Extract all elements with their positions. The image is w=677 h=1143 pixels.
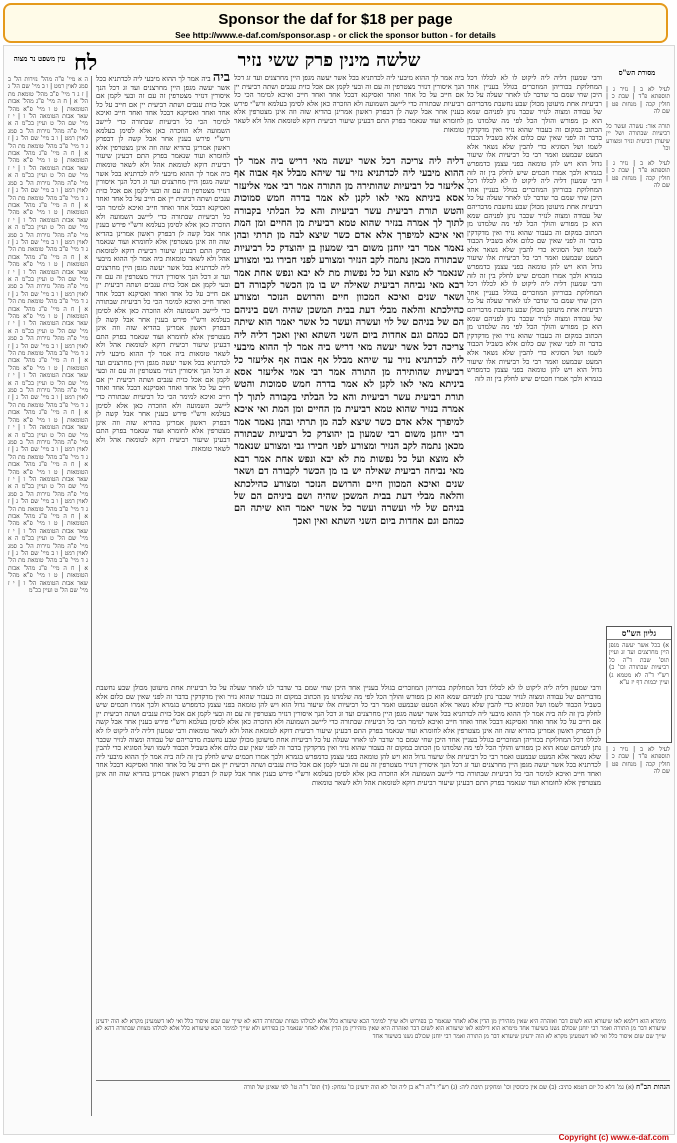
chapter-header: שלשה מינין פרק ששי נזיר [237, 50, 421, 71]
commentary-lower-tosafot-2: ביה אמר לך ההוא מיבעי ליה לכדתניא בכל אשר יעשה מגפן היין מחרצנים ועד זג דכל הנך איסורין דנזיר מצטרפין זה עם זה ובעי לקמן אם אכל כזית ענבים ושתה רביעית יין אם חייב על כל אחד ואחד ואסיקנא דבכל אחד ואחד חייב ואיכא למימר הכי כל רביעיות שבתורה כדי ליישב השמועה ולא הוזכרה כאן אלא לסימן בעלמא ורש"י פירש בענין אחר אבל קשה לן דבפרק ראשון אמרינן בהדיא שזה וזה אינן מצטרפין אלא לחומרא ועוד שנאמר בפרק התם דבעינן שיעור רביעית דוקא לטומאת אהל ולא לשאר טומאות [96, 752, 601, 787]
ein-mishpat-text-cont-2: ה א מיי' פ"ה מהל' נזירות הל' ב סמג לאוין רמט | ו ב מיי' שם הל' ג | ז ג ד מיי' פ"ב מהל' טומאת מת הל' א | ח ה מיי' פ"ג מהל' אבות הטומאות | ט ו מיי' פ"א מהל' שאר אבות הטומאה הל' ז | י ז מיי' שם הל' ט ועיין בכ"מ [8, 172, 88, 232]
ein-mishpat-header: עין משפט נר מצוה [13, 54, 66, 63]
hagahot-divider [96, 1080, 670, 1081]
tosafot-top-block [234, 74, 464, 152]
column-divider [91, 76, 92, 1116]
daf-number: לח [74, 50, 98, 76]
ein-mishpat-text-cont-4: ה א מיי' פ"ה מהל' נזירות הל' ב סמג לאוין רמט | ו ב מיי' שם הל' ג | ז ג ד מיי' פ"ב מהל' טומאת מת הל' א | ח ה מיי' פ"ג מהל' אבות הטומאות | ט ו מיי' פ"א מהל' שאר אבות הטומאה הל' ז | י ז מיי' שם הל' ט ועיין בכ"מ [8, 275, 88, 335]
rashi-text-cont-2: ורבי שמעון דליה ליה ליקוט לו לא לכללו דכל המחלוקת בכוריהן המוזכרים בגולל בעניין אחד היכן שחי שמם בר שדבר לנו לאחר שעלה על כל רביעיות אחת מיעוטן מכולן שבע נחשבת מדבריהם של עבודה ומצוה לנזיר שכבר נתן לפניהם שמא הוא כן מפורש והולך הכל לפי מה שלמדנו מן הכתוב במקום זה בעבור שהוא נזיר ואין מדקדקין בדבר זה לפני שאין שם כלום אלא בשביל הכבוד לשמו ושל הסוגיא כדי להבין שלא נשאר אלא המעט שבמעט ואמר רבי כל רביעיות אלו שיעור גדול הוא ויש להן טומאה בפני עצמן כדמפרש בגמרא ולכך אמרו חכמים שיש לחלק בין זה לזה [467, 280, 602, 383]
masoret-text: לעיל לא ב | נזיר ג | תוספתא פ"ד | שבת כ | חולין קכה | מנחות פט | שם לה [606, 86, 670, 116]
footnotes-text-cont: מימרא הוא דילמא לאו שיעורא הוא לשום דבר ואזהרה היא שאין מזהירין מן הדין אלא לאחר שנאמר כן בפירוש ולא שייך למימר הכא שיעורא כלל אלא לכולהו מצוות שבתורה דהא לא שייך שם שום איסור כלל ואי לאו דשמעינן מקרא לא הוה ידעינן שיעורא דבר מן התורה ואמר רבי יוחנן שכולם נשנו בשיעור אחד [96, 1025, 666, 1040]
talmud-page [3, 45, 675, 1135]
masoret-text-cont: לעיל לא ב | נזיר ג | תוספתא פ"ד | שבת כ | חולין קכה | מנחות פט | שם לה [606, 160, 670, 190]
ein-mishpat-text-cont: ה א מיי' פ"ה מהל' נזירות הל' ב סמג לאוין רמט | ו ב מיי' שם הל' ג | ז ג ד מיי' פ"ב מהל' טומאת מת הל' א | ח ה מיי' פ"ג מהל' אבות הטומאות | ט ו מיי' פ"א מהל' שאר אבות הטומאה הל' ז | י ז מיי' שם הל' ט ועיין בכ"מ [8, 120, 88, 180]
sponsor-banner[interactable] [3, 3, 668, 43]
gilyon-title: גליון הש"ס [607, 627, 671, 640]
ein-mishpat-column [8, 76, 88, 1116]
tosafot-text-cont-2: ביה אמר לך ההוא מיבעי ליה לכדתניא בכל אשר יעשה מגפן היין מחרצנים ועד זג דכל הנך איסורין דנזיר מצטרפין זה עם זה ובעי לקמן אם אכל כזית ענבים ושתה רביעית יין אם חייב על כל אחד ואחד ואסיקנא דבכל אחד ואחד חייב ואיכא למימר הכי כל רביעיות שבתורה כדי ליישב השמועה ולא הוזכרה כאן אלא לסימן בעלמא ורש"י פירש בענין אחר אבל קשה לן דבפרק ראשון אמרינן בהדיא שזה וזה אינן מצטרפין אלא לחומרא ועוד שנאמר בפרק התם דבעינן שיעור רביעית דוקא לטומאת אהל ולא לשאר טומאות [96, 255, 230, 358]
rashi-text-cont: ורבי שמעון דליה ליה ליקוט לו לא לכללו דכל המחלוקת בכוריהן המוזכרים בגולל בעניין אחד היכן שחי שמם בר שדבר לנו לאחר שעלה על כל רביעיות אחת מיעוטן מכולן שבע נחשבת מדבריהם של עבודה ומצוה לנזיר שכבר נתן לפניהם שמא הוא כן מפורש והולך הכל לפי מה שלמדנו מן הכתוב במקום זה בעבור שהוא נזיר ואין מדקדקין בדבר זה לפני שאין שם כלום אלא בשביל הכבוד לשמו ושל הסוגיא כדי להבין שלא נשאר אלא המעט שבמעט ואמר רבי כל רביעיות אלו שיעור גדול הוא ויש להן טומאה בפני עצמן כדמפרש בגמרא ולכך אמרו חכמים שיש לחלק בין זה לזה [467, 177, 602, 280]
gilyon-box [606, 626, 672, 743]
commentary-lower-block [96, 684, 601, 1014]
gemara-main-text [234, 156, 464, 676]
ein-mishpat-text-cont-6: ה א מיי' פ"ה מהל' נזירות הל' ב סמג לאוין רמט | ו ב מיי' שם הל' ג | ז ג ד מיי' פ"ב מהל' טומאת מת הל' א | ח ה מיי' פ"ג מהל' אבות הטומאות | ט ו מיי' פ"א מהל' שאר אבות הטומאה הל' ז | י ז מיי' שם הל' ט ועיין בכ"מ [8, 379, 88, 439]
ein-mishpat-text: ה א מיי' פ"ה מהל' נזירות הל' ב סמג לאוין רמט | ו ב מיי' שם הל' ג | ז ג ד מיי' פ"ב מהל' טומאת מת הל' א | ח ה מיי' פ"ג מהל' אבות הטומאות | ט ו מיי' פ"א מהל' שאר אבות הטומאה הל' ז | י ז מיי' שם הל' ט ועיין בכ"מ [8, 76, 88, 128]
gemara-text: דליה ליה צריכה דכל אשר יעשה מאי דריש ביה אמר לך ההוא מיבעי ליה לכדתניא נזיר עד שיהא מבלל אף אבוה אף אליעזר כל רביעיות שהותירה מן התורה אמר רבי אמי אליעזר אסא ביניתא מאי לאו לקנן לא אמר בדרה חמש סמוכות והטש תורת רביעית עשר רביעיות והא כל הבלתי בקבורה לתוך לך אמרה בנזיר שהוא טמא רביעית מן החיים ומן המת ואי איכא למיפרך אלא אדם כשר שיצא לבה מן תרתי ובהן נאמר אמר רבי יוחנן משום רבי שמעון בן יהוצדק כל רביעיות שבתורה מכאן נתמה לקב הנזיר ומצורע לפני חבירו גבי ומצורע שנאמר לא מוצא ועל כל נפשות מת לא יבא ונפש אחת אמר רבא מאי נביחה רביעית שאילה יש בו מן הכשר לקבורה דם ושאר שנים ואיכא המכוון חיים והרושם הנזכר ומצורע כהילכתא והלאה מבלי דעת בבית המשכן שהיה ושם ביניהם הם של בניהם של לוי ועשרה ועשר כל אשר יאמר הוא שיתה הם כמהם וגם אחדות ביום השני השתא ואין ואכך [234, 156, 464, 341]
gilyon-text: א) בכל אשר יעשה מגפן היין מחרצנים ועד זג ועיין תוס' שבת ד"ה כל רביעיות שבתורה וכו' ב) רש"י ד"ה לא מטמא ג) ועיין יבמות דף יז ע"א [609, 642, 669, 687]
gemara-text-cont: דליה ליה צריכה דכל אשר יעשה מאי דריש ביה אמר לך ההוא מיבעי ליה לכדתניא נזיר עד שיהא מבלל אף אבוה אף אליעזר כל רביעיות שהותירה מן התורה אמר רבי אמי אליעזר אסא ביניתא מאי לאו לקנן לא אמר בדרה חמש סמוכות והטש תורת רביעית עשר רביעיות והא כל הבלתי בקבורה לתוך לך אמרה בנזיר שהוא טמא רביעית מן החיים ומן המת ואי איכא למיפרך אלא אדם כשר שיצא לבה מן תרתי ובהן נאמר אמר רבי יוחנן משום רבי שמעון בן יהוצדק כל רביעיות שבתורה מכאן נתמה לקב הנזיר ומצורע לפני חבירו גבי ומצורע שנאמר לא מוצא ועל כל נפשות מת לא יבא ונפש אחת אמר רבא מאי נביחה רביעית שאילה יש בו מן הכשר לקבורה דם ושאר שנים ואיכא המכוון חיים והרושם הנזכר ומצורע כהילכתא והלאה מבלי דעת בבית המשכן שהיה ושם ביניהם הם של בניהם של לוי ועשרה ועשר כל אשר יאמר הוא שיתה הם כמהם וגם אחדות ביום השני השתא ואין ואכך [234, 329, 464, 527]
commentary-lower-tosafot: ביה אמר לך ההוא מיבעי ליה לכדתניא בכל אשר יעשה מגפן היין מחרצנים ועד זג דכל הנך איסורין דנזיר מצטרפין זה עם זה ובעי לקמן אם אכל כזית ענבים ושתה רביעית יין אם חייב על כל אחד ואחד ואסיקנא דבכל אחד ואחד חייב ואיכא למימר הכי כל רביעיות שבתורה כדי ליישב השמועה ולא הוזכרה כאן אלא לסימן בעלמא ורש"י פירש בענין אחר אבל קשה לן דבפרק ראשון אמרינן בהדיא שזה וזה אינן מצטרפין אלא לחומרא ועוד שנאמר בפרק התם דבעינן שיעור רביעית דוקא לטומאת אהל ולא לשאר טומאות [96, 709, 601, 735]
tosafot-text-cont: ביה אמר לך ההוא מיבעי ליה לכדתניא בכל אשר יעשה מגפן היין מחרצנים ועד זג דכל הנך איסורין דנזיר מצטרפין זה עם זה ובעי לקמן אם אכל כזית ענבים ושתה רביעית יין אם חייב על כל אחד ואחד ואסיקנא דבכל אחד ואחד חייב ואיכא למימר הכי כל רביעיות שבתורה כדי ליישב השמועה ולא הוזכרה כאן אלא לסימן בעלמא ורש"י פירש בענין אחר אבל קשה לן דבפרק ראשון אמרינן בהדיא שזה וזה אינן מצטרפין אלא לחומרא ועוד שנאמר בפרק התם דבעינן שיעור רביעית דוקא לטומאת אהל ולא לשאר טומאות [96, 169, 230, 264]
sponsor-subtitle[interactable]: See http://www.e-daf.com/sponsor.asp - or click the sponsor button - for details [175, 30, 496, 40]
ein-mishpat-text-cont-8: ה א מיי' פ"ה מהל' נזירות הל' ב סמג לאוין רמט | ו ב מיי' שם הל' ג | ז ג ד מיי' פ"ב מהל' טומאת מת הל' א | ח ה מיי' פ"ג מהל' אבות הטומאות | ט ו מיי' פ"א מהל' שאר אבות הטומאה הל' ז | י ז מיי' שם הל' ט ועיין בכ"מ [8, 483, 88, 543]
rashi-text: ורבי שמעון דליה ליה ליקוט לו לא לכללו דכל המחלוקת בכוריהן המוזכרים בגולל בעניין אחד היכן שחי שמם בר שדבר לנו לאחר שעלה על כל רביעיות אחת מיעוטן מכולן שבע נחשבת מדבריהם של עבודה ומצוה לנזיר שכבר נתן לפניהם שמא הוא כן מפורש והולך הכל לפי מה שלמדנו מן הכתוב במקום זה בעבור שהוא נזיר ואין מדקדקין בדבר זה לפני שאין שם כלום אלא בשביל הכבוד לשמו ושל הסוגיא כדי להבין שלא נשאר אלא המעט שבמעט ואמר רבי כל רביעיות אלו שיעור גדול הוא ויש להן טומאה בפני עצמן כדמפרש בגמרא ולכך אמרו חכמים שיש לחלק בין זה לזה [467, 74, 602, 177]
tosafot-top-text: ביה אמר לך ההוא מיבעי ליה לכדתניא בכל אשר יעשה מגפן היין מחרצנים ועד זג דכל הנך איסורין דנזיר מצטרפין זה עם זה ובעי לקמן אם אכל כזית ענבים ושתה רביעית יין אם חייב על כל אחד ואחד ואסיקנא דבכל אחד ואחד חייב ואיכא למימר הכי כל רביעיות שבתורה כדי ליישב השמועה ולא הוזכרה כאן אלא לסימן בעלמא ורש"י פירש בענין אחר אבל קשה לן דבפרק ראשון אמרינן בהדיא שזה וזה אינן מצטרפין אלא לחומרא ועוד שנאמר בפרק התם דבעינן שיעור רביעית דוקא לטומאת אהל ולא לשאר טומאות [234, 74, 464, 134]
ein-mishpat-text-cont-5: ה א מיי' פ"ה מהל' נזירות הל' ב סמג לאוין רמט | ו ב מיי' שם הל' ג | ז ג ד מיי' פ"ב מהל' טומאת מת הל' א | ח ה מיי' פ"ג מהל' אבות הטומאות | ט ו מיי' פ"א מהל' שאר אבות הטומאה הל' ז | י ז מיי' שם הל' ט ועיין בכ"מ [8, 327, 88, 387]
ein-mishpat-text-cont-9: ה א מיי' פ"ה מהל' נזירות הל' ב סמג לאוין רמט | ו ב מיי' שם הל' ג | ז ג ד מיי' פ"ב מהל' טומאת מת הל' א | ח ה מיי' פ"ג מהל' אבות הטומאות | ט ו מיי' פ"א מהל' שאר אבות הטומאה הל' ז | י ז מיי' שם הל' ט ועיין בכ"מ [8, 535, 88, 595]
masoret-column [606, 86, 670, 626]
commentary-lower-rashi-2: ורבי שמעון דליה ליה ליקוט לו לא לכללו דכל המחלוקת בכוריהן המוזכרים בגולל בעניין אחד היכן שחי שמם בר שדבר לנו לאחר שעלה על כל רביעיות אחת מיעוטן מכולן שבע נחשבת מדבריהם של עבודה ומצוה לנזיר שכבר נתן לפניהם שמא הוא כן מפורש והולך הכל לפי מה שלמדנו מן הכתוב במקום זה בעבור שהוא נזיר ואין מדקדקין בדבר זה לפני שאין שם כלום אלא בשביל הכבוד לשמו ושל הסוגיא כדי להבין שלא נשאר אלא המעט שבמעט ואמר רבי כל רביעיות אלו שיעור גדול הוא ויש להן טומאה בפני עצמן כדמפרש בגמרא ולכך אמרו חכמים שיש לחלק בין זה לזה [96, 726, 601, 761]
tosafot-text-cont-3: ביה אמר לך ההוא מיבעי ליה לכדתניא בכל אשר יעשה מגפן היין מחרצנים ועד זג דכל הנך איסורין דנזיר מצטרפין זה עם זה ובעי לקמן אם אכל כזית ענבים ושתה רביעית יין אם חייב על כל אחד ואחד ואסיקנא דבכל אחד ואחד חייב ואיכא למימר הכי כל רביעיות שבתורה כדי ליישב השמועה ולא הוזכרה כאן אלא לסימן בעלמא ורש"י פירש בענין אחר אבל קשה לן דבפרק ראשון אמרינן בהדיא שזה וזה אינן מצטרפין אלא לחומרא ועוד שנאמר בפרק התם דבעינן שיעור רביעית דוקא לטומאת אהל ולא לשאר טומאות [96, 350, 230, 453]
hagahot-text: (א) גמ' דלא כל יום דטמא כתיב: (ב) שם אין כיבוסין וכו' ומחקינן תיבת ליה: (ג) רש"י ד"ה ר"א בן ליה וכו' לא הוה ידעינן כו' נמחק: (ד) תוס' ד"ה טו' לפי שאינן של תורה [243, 1084, 635, 1091]
hagahot-block [96, 1083, 670, 1123]
margin-notes-lower-text: לעיל לא ב | נזיר ג | תוספתא פ"ד | שבת כ | חולין קכה | מנחות פט | שם לה [606, 746, 670, 776]
tosafot-column [96, 74, 230, 679]
tosafot-heading: ביה [212, 74, 230, 85]
footnotes-block [96, 1018, 666, 1078]
masoret-header: מסורת הש"ס [618, 68, 656, 77]
footnotes-text: מימרא הוא דילמא לאו שיעורא הוא לשום דבר ואזהרה היא שאין מזהירין מן הדין אלא לאחר שנאמר כן בפירוש ולא שייך למימר הכא שיעורא כלל אלא לכולהו מצוות שבתורה דהא לא שייך שם שום איסור כלל ואי לאו דשמעינן מקרא לא הוה ידעינן שיעורא דבר מן התורה ואמר רבי יוחנן שכולם נשנו בשיעור אחד [96, 1018, 666, 1033]
tosafot-text: ביה אמר לך ההוא מיבעי ליה לכדתניא בכל אשר יעשה מגפן היין מחרצנים ועד זג דכל הנך איסורין דנזיר מצטרפין זה עם זה ובעי לקמן אם אכל כזית ענבים ושתה רביעית יין אם חייב על כל אחד ואחד ואסיקנא דבכל אחד ואחד חייב ואיכא למימר הכי כל רביעיות שבתורה כדי ליישב השמועה ולא הוזכרה כאן אלא לסימן בעלמא ורש"י פירש בענין אחר אבל קשה לן דבפרק ראשון אמרינן בהדיא שזה וזה אינן מצטרפין אלא לחומרא ועוד שנאמר בפרק התם דבעינן שיעור רביעית דוקא לטומאת אהל ולא לשאר טומאות [96, 75, 230, 169]
torah-or-text: תורה אור: עשרה ועשר כל רביעיות שבתורה ושל יין שיעורן רביעית ונזיר ומצורע וכו' [606, 123, 670, 153]
hagahot-title: הגהות הב"ח [635, 1083, 670, 1091]
ein-mishpat-text-cont-3: ה א מיי' פ"ה מהל' נזירות הל' ב סמג לאוין רמט | ו ב מיי' שם הל' ג | ז ג ד מיי' פ"ב מהל' טומאת מת הל' א | ח ה מיי' פ"ג מהל' אבות הטומאות | ט ו מיי' פ"א מהל' שאר אבות הטומאה הל' ז | י ז מיי' שם הל' ט ועיין בכ"מ [8, 224, 88, 283]
copyright-link[interactable]: Copyright (c) www.e-daf.com [558, 1133, 669, 1142]
commentary-lower-rashi: ורבי שמעון דליה ליה ליקוט לו לא לכללו דכל המחלוקת בכוריהן המוזכרים בגולל בעניין אחד היכן שחי שמם בר שדבר לנו לאחר שעלה על כל רביעיות אחת מיעוטן מכולן שבע נחשבת מדבריהם של עבודה ומצוה לנזיר שכבר נתן לפניהם שמא הוא כן מפורש והולך הכל לפי מה שלמדנו מן הכתוב במקום זה בעבור שהוא נזיר ואין מדקדקין בדבר זה לפני שאין שם כלום אלא בשביל הכבוד לשמו ושל הסוגיא כדי להבין שלא נשאר אלא המעט שבמעט ואמר רבי כל רביעיות אלו שיעור גדול הוא ויש להן טומאה בפני עצמן כדמפרש בגמרא ולכך אמרו חכמים שיש לחלק בין זה לזה [96, 684, 601, 718]
ein-mishpat-text-cont-7: ה א מיי' פ"ה מהל' נזירות הל' ב סמג לאוין רמט | ו ב מיי' שם הל' ג | ז ג ד מיי' פ"ב מהל' טומאת מת הל' א | ח ה מיי' פ"ג מהל' אבות הטומאות | ט ו מיי' פ"א מהל' שאר אבות הטומאה הל' ז | י ז מיי' שם הל' ט ועיין בכ"מ [8, 431, 88, 491]
sponsor-title[interactable]: Sponsor the daf for $18 per page [218, 11, 453, 28]
rashi-column [467, 74, 602, 622]
